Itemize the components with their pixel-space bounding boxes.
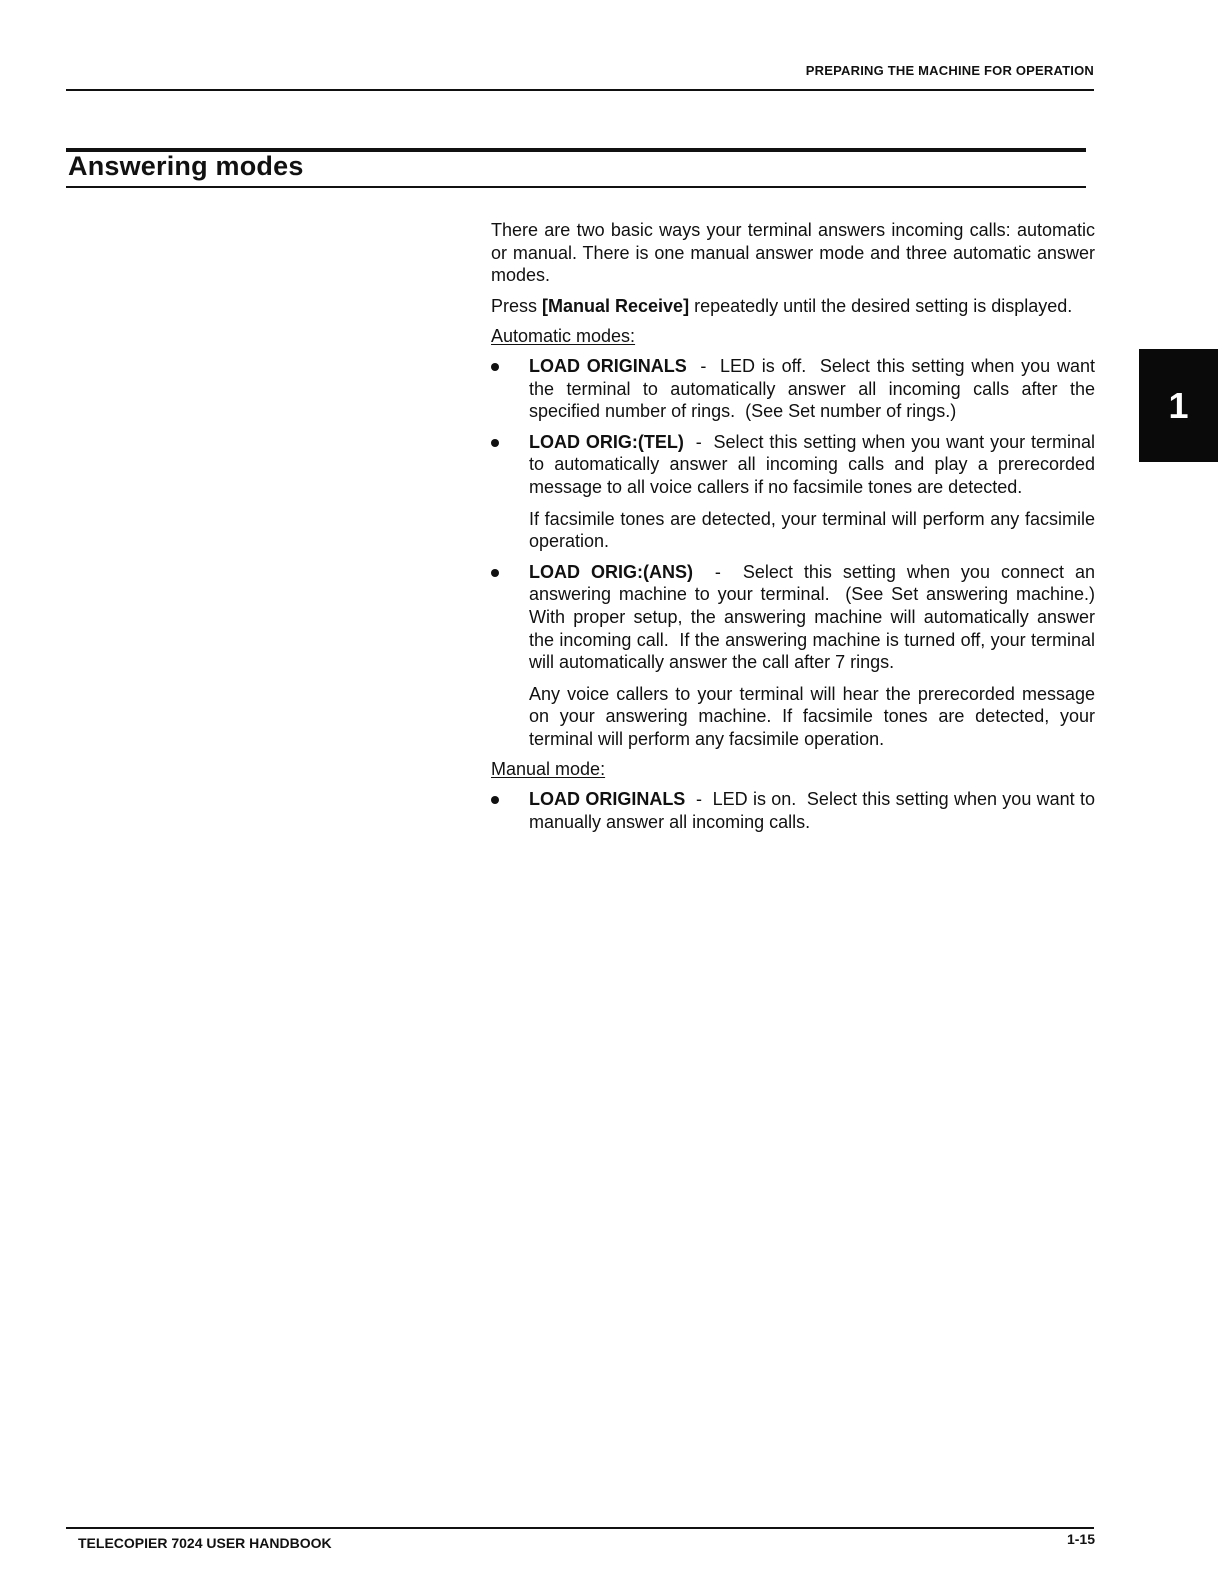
page-number: 1-15 bbox=[1066, 1531, 1095, 1547]
mode-term: LOAD ORIGINALS bbox=[529, 355, 687, 376]
bullet-paragraph bbox=[529, 355, 1101, 423]
bullet-icon bbox=[491, 363, 499, 371]
press-text-after: repeatedly until the desired setting is displayed. bbox=[689, 295, 1073, 316]
automatic-modes-heading: Automatic modes: bbox=[491, 326, 636, 347]
bullet-paragraph bbox=[529, 431, 1101, 499]
chapter-number: 1 bbox=[1168, 384, 1189, 426]
bullet-paragraph bbox=[529, 561, 1106, 674]
list-item bbox=[491, 355, 1101, 423]
page-title: Answering modes bbox=[68, 151, 304, 181]
mode-description: - Select this setting when you connect an answering machine to your terminal. (See Set answering machine.) With proper setup, the answering machine will automatically answer the incoming call. If the answering machine is turned off, your terminal will automatically answer the call after 7 rings. bbox=[529, 561, 1106, 673]
title-rule-bottom bbox=[66, 186, 1086, 188]
bullet-icon bbox=[491, 439, 499, 447]
manual-mode-heading: Manual mode: bbox=[491, 759, 606, 780]
chapter-tab bbox=[1139, 349, 1218, 462]
mode-description: - LED is on. Select this setting when you want to manually answer all incoming calls. bbox=[529, 789, 1101, 832]
list-item bbox=[491, 431, 1101, 553]
header-rule bbox=[66, 89, 1094, 91]
footer-rule bbox=[66, 1527, 1094, 1529]
intro-paragraph: There are two basic ways your terminal answers incoming calls: automatic or manual. There is one manual answer mode and three automatic answer modes. bbox=[491, 220, 1095, 286]
mode-followup: If facsimile tones are detected, your terminal will perform any facsimile operation. bbox=[529, 508, 1095, 552]
list-item bbox=[491, 561, 1106, 751]
bullet-icon bbox=[491, 796, 499, 804]
footer-title: TELECOPIER 7024 USER HANDBOOK bbox=[78, 1535, 332, 1551]
body-column bbox=[491, 219, 1106, 841]
mode-term: LOAD ORIG:(ANS) bbox=[529, 561, 693, 582]
manual-receive-key: [Manual Receive] bbox=[542, 295, 690, 316]
mode-description: - LED is off. Select this setting when you want the terminal to automatically answer all incoming calls after the specified number of rings. (See Set number of rings.) bbox=[529, 355, 1101, 422]
list-item bbox=[491, 788, 1101, 833]
press-paragraph bbox=[491, 295, 1095, 318]
bullet-paragraph bbox=[529, 788, 1101, 833]
mode-followup: Any voice callers to your terminal will hear the prerecorded message on your answering machine. If facsimile tones are detected, your terminal will perform any facsimile operation. bbox=[529, 683, 1095, 749]
mode-term: LOAD ORIGINALS bbox=[529, 789, 686, 810]
mode-term: LOAD ORIG:(TEL) bbox=[529, 431, 684, 452]
running-header: PREPARING THE MACHINE FOR OPERATION bbox=[805, 63, 1094, 78]
mode-description: - Select this setting when you want your terminal to automatically answer all incoming calls and play a prerecorded message to all voice callers if no facsimile tones are detected. bbox=[529, 431, 1101, 497]
press-text-before: Press bbox=[491, 295, 543, 316]
bullet-icon bbox=[491, 569, 499, 577]
